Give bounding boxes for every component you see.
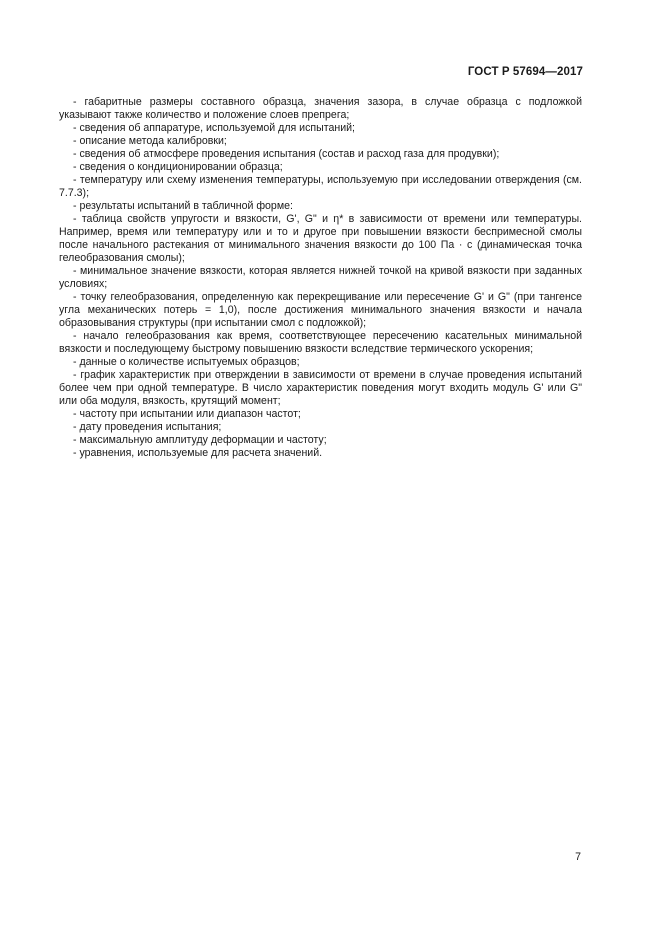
list-item: - описание метода калибровки; (73, 135, 227, 147)
list-item: - начало гелеобразования как время, соответствующее пересечению касательных минимальной вязкости и последующему быстрому повышению вязкости вследствие термического ускорения; (59, 330, 582, 355)
list-item: - таблица свойств упругости и вязкости, G', G" и η* в зависимости от времени или температуры. Например, время или температуру или и то и другое при повышении вязкости беспримесной смолы после начального растекания от минимального значения вязкости до 100 Па · с (динамическая точка гелеобразования смолы); (59, 213, 582, 264)
list-item: - минимальное значение вязкости, которая является нижней точкой на кривой вязкости при заданных условиях; (59, 265, 582, 290)
list-item: - частоту при испытании или диапазон частот; (73, 408, 301, 420)
report-requirements-list (59, 96, 582, 460)
list-item: - дату проведения испытания; (73, 421, 222, 433)
list-item: - результаты испытаний в табличной форме: (73, 200, 293, 212)
page-number: 7 (575, 851, 581, 863)
list-item: - максимальную амплитуду деформации и частоту; (73, 434, 327, 446)
list-item: - сведения о кондиционировании образца; (73, 161, 283, 173)
list-item: - габаритные размеры составного образца, значения зазора, в случае образца с подложкой указывают также количество и положение слоев препрега; (59, 96, 582, 121)
list-item: - точку гелеобразования, определенную как перекрещивание или пересечение G' и G" (при тангенсе угла механических потерь = 1,0), после достижения минимального значения вязкости и начала образовывания структуры (при испытании смол с подложкой); (59, 291, 582, 329)
list-item: - сведения об атмосфере проведения испытания (состав и расход газа для продувки); (73, 148, 500, 160)
document-code-header: ГОСТ Р 57694—2017 (467, 66, 583, 78)
list-item: - уравнения, используемые для расчета значений. (73, 447, 323, 459)
list-item: - температуру или схему изменения температуры, используемую при исследовании отверждения (см. 7.7.3); (59, 174, 582, 199)
list-item: - график характеристик при отверждении в зависимости от времени в случае проведения испытаний более чем при одной температуре. В число характеристик поведения могут входить модуль G' или G" или оба модуля, вязкость, крутящий момент; (59, 369, 582, 407)
list-item: - сведения об аппаратуре, используемой для испытаний; (73, 122, 356, 134)
list-item: - данные о количестве испытуемых образцов; (73, 356, 300, 368)
